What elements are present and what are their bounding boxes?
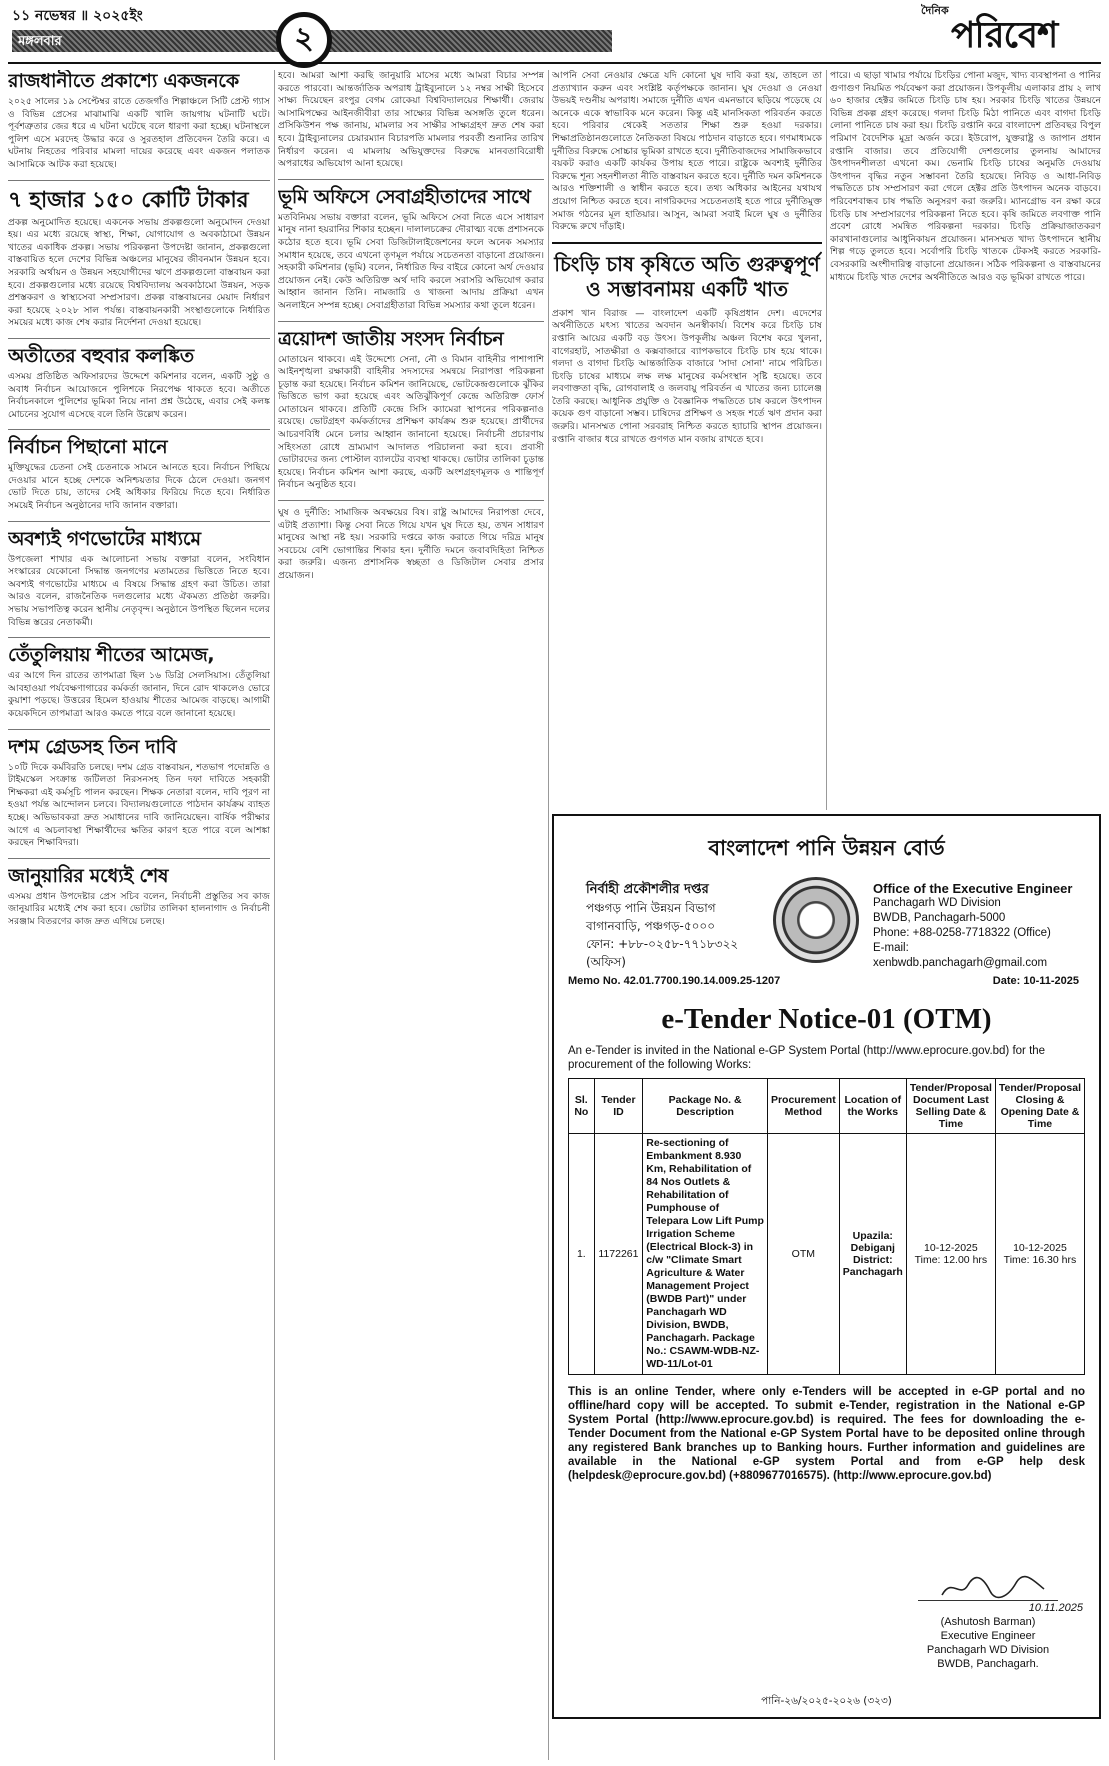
article: [8, 436, 270, 512]
bwdb-seal-logo: [773, 877, 859, 963]
article: [8, 345, 270, 421]
article: [830, 70, 1101, 284]
signature-scribble: [938, 1575, 1048, 1601]
column-2: [278, 70, 544, 1760]
package-number: Package No.: CSAWM-WDB-NZ-WD-11/Lot-01: [646, 1332, 760, 1370]
divider: [278, 500, 544, 501]
divider: [8, 429, 270, 430]
tender-footnote: This is an online Tender, where only e-Tenders will be accepted in e-GP portal and no offline/hard copy will be accepted. To submit e-Tender, registration in the National e-GP System Portal (http://www.eprocure.gov.bd) is required. The fees for downloading the e-Tender Document from the National e-GP System Portal have to be deposited online through any registered Bank branches up to Banking hours. Further information and guidelines are available in the National e-GP system Portal and from e-GP help desk (helpdesk@eprocure.gov.bd) (+8809677016575). (http://www.eprocure.gov.bd): [568, 1386, 1085, 1482]
article-body: এসময় প্রধান উপদেষ্টার প্রেস সচিব বলেন, নির্বাচনী প্রস্তুতির সব কাজ জানুয়ারির মধ্যেই শেষ করা হবে। ভোটার তালিকা হালনাগাদ ও নির্বাচনী সরঞ্জাম বিতরণের কাজ দ্রুত এগিয়ে চলছে।: [8, 890, 270, 927]
handwritten-signature: [918, 1575, 1058, 1601]
article-headline: ভূমি অফিসে সেবাগ্রহীতাদের সাথে: [278, 185, 531, 208]
article-headline: দশম গ্রেডসহ তিন দাবি: [8, 735, 177, 758]
article-body: ১০টি দিকে কর্মবিরতি চলছে। দশম গ্রেড বাস্তবায়ন, শতভাগ পদোন্নতি ও টাইমস্কেল সংক্রান্ত জটিলতা নিরসনসহ তিন দফা দাবিতে সহকারী শিক্ষকরা এই কর্মসূচি পালন করছেন। শিক্ষক নেতারা বলেন, দাবি পূরণ না হওয়া পর্যন্ত আন্দোলন চলবে। বিদ্যালয়গুলোতে পাঠদান কার্যক্রম ব্যাহত হচ্ছে। অভিভাবকরা দ্রুত সমাধানের দাবি জানিয়েছেন। বার্ষিক পরীক্ষার আগে এ অচলাবস্থা শিক্ষার্থীদের ক্ষতির কারণ হতে পারে বলে আশঙ্কা করছেন শিক্ষাবিদরা।: [8, 761, 270, 849]
memo-number: Memo No. 42.01.7700.190.14.009.25-1207: [568, 975, 781, 987]
signer-office: Panchagarh WD Division: [926, 1644, 1050, 1656]
office-bn-line: পঞ্চগড় পানি উন্নয়ন বিভাগ: [586, 901, 716, 915]
article-body: মুক্তিযুদ্ধের চেতনা সেই চেতনাকে সামনে আনতে হবে। নির্বাচন পিছিয়ে দেওয়ার মানে হচ্ছে দেশকে অনিশ্চয়তার দিকে ঠেলে দেওয়া। জনগণ ভোট দিতে চায়, তাদের সেই অধিকার ফিরিয়ে দিতে হবে। নির্ধারিত সময়েই নির্বাচন অনুষ্ঠানের দাবি জানান বক্তারা।: [8, 462, 270, 512]
article-headline: ত্রয়োদশ জাতীয় সংসদ নির্বাচন: [278, 327, 504, 350]
article-body: এর আগে দিন রাতের তাপমাত্রা ছিল ১৬ ডিগ্রি সেলসিয়াস। তেঁতুলিয়া আবহাওয়া পর্যবেক্ষণাগারের কর্মকর্তা জানান, দিনে রোদ থাকলেও ভোরে কুয়াশা পড়ছে। উত্তরের হিমেল হাওয়ায় শীতের আমেজ বাড়ছে। আগামী কয়েকদিনে তাপমাত্রা আরও কমতে পারে বলে জানানো হয়েছে।: [8, 670, 270, 719]
column-header: Procurement Method: [767, 1079, 839, 1134]
signer-title: Executive Engineer: [940, 1630, 1036, 1642]
article-body: ২০২৫ সালের ১৯ সেপ্টেম্বর রাতে তেজগাঁও শিল্পাঞ্চলে সিটি প্রেস্ট গ্যাস ও বিভিন্ন প্রেসের মাঝামাঝি একটি খালি জায়গায় ঘটনাটি ঘটে। পূর্বশত্রুতার জের ধরে এ ঘটনা ঘটেছে বলে ধারণা করা হচ্ছে। ঘটনাস্থলে পুলিশ এসে মরদেহ উদ্ধার করে ও সুরতহাল প্রতিবেদন তৈরি করে। এ ঘটনায় নিহতের পরিবার মামলা দায়ের করেছে এবং একজন পলাতক আসামিকে আটক করা হয়েছে।: [8, 96, 270, 170]
article: [8, 644, 270, 720]
office-bn-phone: ফোন: +৮৮-০২৫৮-৭৭১৮৩২২ (অফিস): [586, 937, 739, 969]
feature-article: [552, 242, 822, 447]
article-headline: অতীতের বহুবার কলঙ্কিত: [8, 344, 194, 367]
article-body: এসময় প্রতিষ্ঠিত অফিসারদের উদ্দেশে কমিশনার বলেন, একটি সুষ্ঠু ও অবাধ নির্বাচন আয়োজনে পুলিশকে নিরপেক্ষ থাকতে হবে। অতীতে নির্বাচনকালে পুলিশের ভূমিকা নিয়ে নানা প্রশ্ন উঠেছে, এবার সেই কলঙ্ক মোচনের সুযোগ এসেছে বলে তিনি উল্লেখ করেন।: [8, 370, 270, 420]
column-divider: [826, 70, 827, 810]
article: [278, 186, 544, 313]
divider: [278, 179, 544, 180]
column-3: [552, 70, 822, 810]
page-number: ২: [276, 12, 332, 68]
article-body: প্রকাশ খান বিরাজ — বাংলাদেশ একটি কৃষিপ্রধান দেশ। এদেশের অর্থনীতিতে মৎস্য খাতের অবদান অনস্বীকার্য। বিশেষ করে চিংড়ি চাষ রপ্তানি আয়ের একটি বড় উৎস। উপকূলীয় অঞ্চল বিশেষ করে খুলনা, বাগেরহাট, সাতক্ষীরা ও কক্সবাজারে ব্যাপকভাবে চিংড়ি চাষ হয়ে থাকে। গলদা ও বাগদা চিংড়ি আন্তর্জাতিক বাজারে 'সাদা সোনা' নামে পরিচিত। চিংড়ি চাষের মাধ্যমে লক্ষ লক্ষ মানুষের কর্মসংস্থান সৃষ্টি হয়েছে। তবে লবণাক্ততা বৃদ্ধি, রোগবালাই ও জলবায়ু পরিবর্তন এ খাতের জন্য চ্যালেঞ্জ তৈরি করছে। আধুনিক প্রযুক্তি ও বৈজ্ঞানিক পদ্ধতিতে চাষ করলে উৎপাদন কয়েক গুণ বাড়ানো সম্ভব। চাষিদের প্রশিক্ষণ ও সহজ শর্তে ঋণ প্রদান করা জরুরি। মানসম্মত পোনা সরবরাহ নিশ্চিত করতে হ্যাচারি স্থাপন প্রয়োজন। রপ্তানি বাজার ধরে রাখতে গুণগত মান বজায় রাখতে হবে।: [552, 307, 822, 445]
office-block: [568, 877, 1085, 975]
article-body: পারে। এ ছাড়া খামার পর্যায়ে চিংড়ির পোনা মজুদ, খাদ্য ব্যবস্থাপনা ও পানির গুণাগুণ নিয়মিত পর্যবেক্ষণ করা প্রয়োজন। উপকূলীয় এলাকার প্রায় ২ লাখ ৬০ হাজার হেক্টর জমিতে চিংড়ি চাষ হয়। সরকার চিংড়ি খাতের উন্নয়নে বিভিন্ন প্রকল্প গ্রহণ করেছে। গলদা চিংড়ি মিঠা পানিতে এবং বাগদা চিংড়ি লোনা পানিতে চাষ করা হয়। চিংড়ি রপ্তানি করে বাংলাদেশ প্রতিবছর বিপুল পরিমাণ বৈদেশিক মুদ্রা অর্জন করে। ইউরোপ, যুক্তরাষ্ট্র ও জাপান প্রধান রপ্তানি বাজার। তবে প্রতিযোগী দেশগুলোর তুলনায় আমাদের উৎপাদনশীলতা এখনো কম। ভেনামি চিংড়ি চাষের অনুমতি দেওয়ায় উৎপাদন বৃদ্ধির নতুন সম্ভাবনা তৈরি হয়েছে। নিবিড় ও আধা-নিবিড় পদ্ধতিতে চাষ সম্প্রসারণ করা গেলে হেক্টর প্রতি উৎপাদন অনেক বাড়বে। পরিবেশবান্ধব চাষ পদ্ধতি অনুসরণ করা জরুরি। ম্যানগ্রোভ বন রক্ষা করে চিংড়ি চাষ সম্প্রসারণের পরিকল্পনা নিতে হবে। কৃষি জমিতে লবণাক্ত পানি প্রবেশ রোধে সমন্বিত পরিকল্পনা দরকার। চিংড়ি প্রক্রিয়াজাতকরণ কারখানাগুলোর আধুনিকায়ন প্রয়োজন। মানসম্মত খাদ্য উৎপাদনে স্থানীয় শিল্প গড়ে তুলতে হবে। সর্বোপরি চিংড়ি খাতকে টেকসই করতে সরকারি-বেসরকারি অংশীদারিত্ব বাড়ানো প্রয়োজন। সঠিক পরিকল্পনা ও বাস্তবায়নের মাধ্যমে চিংড়ি খাত দেশের অর্থনীতিতে আরও বড় ভূমিকা রাখতে পারে।: [830, 70, 1101, 283]
column-4: [830, 70, 1101, 810]
article-headline: জানুয়ারির মধ্যেই শেষ: [8, 864, 169, 887]
masthead-sub: দৈনিক: [921, 4, 949, 17]
issue-date: ১১ নভেম্বর ॥ ২০২৫ইং: [12, 8, 143, 24]
article: [552, 70, 822, 234]
article: [8, 70, 270, 172]
package-description: Re-sectioning of Embankment 8.930 Km, Rehabilitation of 84 Nos Outlets & Rehabilitation of Pumphouse of Telepara Low Lift Pump Irrigation Scheme (Electrical Block-3) in c/w "Climate Smart Agriculture & Water Management Project (BWDB Part)" under Panchagarh WD Division, BWDB, Panchagarh.: [646, 1137, 764, 1344]
page-header: [0, 0, 1109, 66]
office-bangla: [586, 881, 756, 971]
divider: [8, 180, 270, 181]
memo-date: Date: 10-11-2025: [992, 975, 1079, 987]
article: [278, 70, 544, 171]
tender-advertisement: [552, 814, 1101, 1719]
cell-closing: 10-12-2025 Time: 16.30 hrs: [995, 1134, 1084, 1375]
article-body: উপজেলা শাখার এক আলোচনা সভায় বক্তারা বলেন, সংবিধান সংস্কারের যেকোনো সিদ্ধান্ত জনগণের মতামতের ভিত্তিতে নিতে হবে। অবশ্যই গণভোটের মাধ্যমে এ বিষয়ে সিদ্ধান্ত গ্রহণ করা উচিত। তারা আরও বলেন, রাজনৈতিক দলগুলোর মধ্যে ঐকমত্য প্রতিষ্ঠা জরুরি। সভায় সভাপতিত্ব করেন স্থানীয় নেতৃবৃন্দ। অনুষ্ঠানে উপস্থিত ছিলেন দলের বিভিন্ন স্তরের নেতাকর্মী।: [8, 553, 270, 628]
office-bn-title: নির্বাহী প্রকৌশলীর দপ্তর: [586, 882, 709, 897]
article: [278, 328, 544, 493]
divider: [8, 637, 270, 638]
table-header-row: [569, 1079, 1085, 1134]
article-body: হবে। আমরা আশা করছি জানুয়ারি মাসের মধ্যে আমরা বিচার সম্পন্ন করতে পারবো। আন্তর্জাতিক অপরাধ ট্রাইব্যুনালে ১২ নম্বর সাক্ষী হিসেবে সাক্ষ্য দিয়েছেন রংপুর বেগম রোকেয়া বিশ্ববিদ্যালয়ের শিক্ষার্থী। জেরায় আসামিপক্ষের আইনজীবীরা তার সাক্ষ্যের বিভিন্ন অসঙ্গতি তুলে ধরেন। প্রসিকিউশন পক্ষ জানায়, মামলার সব সাক্ষীর সাক্ষ্যগ্রহণ দ্রুত শেষ করা হবে। ট্রাইব্যুনালের চেয়ারম্যান বিচারপতি মামলার পরবর্তী শুনানির তারিখ নির্ধারণ করেন। এ মামলায় অভিযুক্তদের বিরুদ্ধে মানবতাবিরোধী অপরাধের অভিযোগ আনা হয়েছে।: [278, 70, 544, 170]
ad-number: পানি-২৬/২০২৫-২০২৬ (৩২৩): [761, 1695, 892, 1707]
masthead-logo: [921, 2, 1101, 54]
column-header: Package No. & Description: [643, 1079, 768, 1134]
divider: [8, 338, 270, 339]
column-header: Sl. No: [569, 1079, 595, 1134]
issue-day: মঙ্গলবার: [18, 34, 62, 49]
signer-name: (Ashutosh Barman): [940, 1616, 1036, 1628]
column-header: Location of the Works: [839, 1079, 906, 1134]
article-headline: অবশ্যই গণভোটের মাধ্যমে: [8, 527, 201, 550]
article-headline: নির্বাচন পিছানো মানে: [8, 436, 168, 459]
column-divider: [548, 70, 549, 1760]
article: [8, 865, 270, 929]
office-en-email: E-mail: xenbwdb.panchagarh@gmail.com: [873, 942, 1048, 969]
memo-row: [568, 975, 1085, 993]
cell-tender-id: 1172261: [594, 1134, 643, 1375]
cell-method: OTM: [767, 1134, 839, 1375]
article: [8, 736, 270, 850]
feature-headline: চিংড়ি চাষ কৃষিতে অতি গুরুত্বপূর্ণ ও সম্ভাবনাময় একটি খাত: [554, 251, 820, 301]
notice-title: e-Tender Notice-01 (OTM): [661, 1003, 992, 1035]
article-headline: ৭ হাজার ১৫০ কোটি টাকার: [8, 187, 249, 213]
header-rule: [8, 62, 1101, 64]
cell-last-selling: 10-12-2025 Time: 12.00 hrs: [906, 1134, 995, 1375]
divider: [278, 321, 544, 322]
article-headline: তেঁতুলিয়ায় শীতের আমেজ,: [8, 644, 215, 667]
article: [8, 187, 270, 330]
office-en-phone: Phone: +88-0258-7718322 (Office): [873, 927, 1051, 939]
column-header: Tender ID: [594, 1079, 643, 1134]
office-en-line: Panchagarh WD Division: [873, 897, 1001, 909]
article-body: আপনি সেবা নেওয়ার ক্ষেত্রে যদি কোনো ঘুষ দাবি করা হয়, তাহলে তা প্রত্যাখ্যান করুন এবং সংশ্লিষ্ট কর্তৃপক্ষকে জানান। ঘুষ দেওয়া ও নেওয়া উভয়ই দণ্ডনীয় অপরাধ। সমাজে দুর্নীতি এখন এমনভাবে ছড়িয়ে পড়েছে যে অনেকে একে স্বাভাবিক মনে করেন। কিন্তু এই মানসিকতা পরিবর্তন করতে হবে। পরিবার থেকেই সততার শিক্ষা শুরু হওয়া দরকার। শিক্ষাপ্রতিষ্ঠানগুলোতে নৈতিকতা বিষয়ে পাঠদান বাড়াতে হবে। গণমাধ্যমকে দুর্নীতির বিরুদ্ধে সোচ্চার ভূমিকা রাখতে হবে। দুর্নীতিবাজদের সামাজিকভাবে বয়কট করাও একটি কার্যকর উপায় হতে পারে। রাষ্ট্রকে অবশ্যই দুর্নীতির বিরুদ্ধে শূন্য সহনশীলতা নীতি বাস্তবায়ন করতে হবে। দুর্নীতি দমন কমিশনকে আরও শক্তিশালী ও স্বাধীন করতে হবে। তথ্য অধিকার আইনের যথাযথ প্রয়োগ নিশ্চিত করতে হবে। নাগরিকদের সচেতনতাই হতে পারে দুর্নীতিমুক্ত সমাজ গঠনের মূল হাতিয়ার। আসুন, আমরা সবাই মিলে ঘুষ ও দুর্নীতির বিরুদ্ধে রুখে দাঁড়াই।: [552, 70, 822, 233]
article-headline: রাজধানীতে প্রকাশ্যে একজনকে: [8, 70, 239, 92]
divider: [8, 858, 270, 859]
notice-intro: An e-Tender is invited in the National e-GP System Portal (http://www.eprocure.gov.bd) for the procurement of the following Works:: [568, 1045, 1046, 1071]
signature-date: 10.11.2025: [1028, 1602, 1083, 1614]
board-name: বাংলাদেশ পানি উন্নয়ন বোর্ড: [708, 836, 945, 860]
column-header: Tender/Proposal Document Last Selling Date & Time: [906, 1079, 995, 1134]
office-en-line: BWDB, Panchagarh-5000: [873, 912, 1006, 924]
office-english: [873, 881, 1085, 971]
column-1: [8, 70, 270, 1760]
tender-table: [568, 1078, 1085, 1375]
masthead-title: পরিবেশ: [951, 14, 1058, 56]
signature-block: [893, 1575, 1083, 1671]
cell-location: Upazila: Debiganj District: Panchagarh: [839, 1134, 906, 1375]
article: [278, 507, 544, 583]
article: [8, 528, 270, 630]
cell-description: [643, 1134, 768, 1375]
office-en-title: Office of the Executive Engineer: [873, 881, 1073, 896]
column-divider: [274, 70, 275, 1760]
article-body: ঘুষ ও দুর্নীতি: সামাজিক অবক্ষয়ের বিষ। রাষ্ট্র আমাদের নিরাপত্তা দেবে, এটাই প্রত্যাশা। কিন্তু সেবা নিতে গিয়ে যখন ঘুষ দিতে হয়, তখন সাধারণ মানুষের আস্থা নষ্ট হয়। সরকারি দপ্তরে কাজ করাতে গিয়ে দরিদ্র মানুষ সবচেয়ে বেশি ভোগান্তির শিকার হন। দুর্নীতি দমনে জবাবদিহিতা নিশ্চিত করা জরুরি। এজন্য প্রশাসনিক স্বচ্ছতা ও ডিজিটাল সেবার প্রসার প্রয়োজন।: [278, 507, 544, 581]
article-body: মতবিনিময় সভায় বক্তারা বলেন, ভূমি অফিসে সেবা নিতে এসে সাধারণ মানুষ নানা হয়রানির শিকার হচ্ছেন। দালালচক্রের দৌরাত্ম্য বন্ধে প্রশাসনকে কঠোর হতে হবে। ভূমি সেবা ডিজিটালাইজেশনের ফলে অনেক সমস্যার সমাধান হয়েছে, তবে এখনো তৃণমূল পর্যায়ে সচেতনতা বাড়ানো প্রয়োজন। সহকারী কমিশনার (ভূমি) বলেন, নির্ধারিত ফির বাইরে কোনো অর্থ দেওয়ার প্রয়োজন নেই। কেউ অতিরিক্ত অর্থ দাবি করলে সরাসরি অভিযোগ করার আহ্বান জানান তিনি। নামজারি ও খাজনা আদায় প্রক্রিয়া এখন অনলাইনে সম্পন্ন হচ্ছে। সেবাগ্রহীতারা বিভিন্ন সমস্যার কথা তুলে ধরেন।: [278, 211, 544, 311]
cell-sl: 1.: [569, 1134, 595, 1375]
article-body: মোতায়েন থাকবে। এই উদ্দেশ্যে সেনা, নৌ ও বিমান বাহিনীর পাশাপাশি আইনশৃঙ্খলা রক্ষাকারী বাহিনীর সদস্যদের সমন্বয়ে নিরাপত্তা পরিকল্পনা চূড়ান্ত করা হয়েছে। নির্বাচন কমিশন জানিয়েছে, ভোটকেন্দ্রগুলোকে ঝুঁকির ভিত্তিতে ভাগ করা হয়েছে এবং অতিঝুঁকিপূর্ণ কেন্দ্রে অতিরিক্ত ফোর্স মোতায়েন থাকবে। প্রতিটি কেন্দ্রে সিসি ক্যামেরা স্থাপনের পরিকল্পনাও রয়েছে। ভোটগ্রহণ কর্মকর্তাদের প্রশিক্ষণ কার্যক্রম শুরু হয়েছে। প্রার্থীদের আচরণবিধি মেনে চলার আহ্বান জানানো হয়েছে। নির্বাচনী প্রচারণায় সহিংসতা রোধে ভ্রাম্যমাণ আদালত পরিচালনা করা হবে। প্রবাসী ভোটারদের জন্য পোস্টাল ব্যালটের ব্যবস্থা থাকছে। ভোটার তালিকা চূড়ান্ত হয়েছে। নির্বাচন কমিশন আশা করছে, একটি অংশগ্রহণমূলক ও শান্তিপূর্ণ নির্বাচন অনুষ্ঠিত হবে।: [278, 353, 544, 491]
office-bn-line: বাগানবাড়ি, পঞ্চগড়-৫০০০: [586, 919, 716, 933]
article-body: প্রকল্প অনুমোদিত হয়েছে। একনেক সভায় প্রকল্পগুলো অনুমোদন দেওয়া হয়। এর মধ্যে রয়েছে স্বাস্থ্য, শিক্ষা, যোগাযোগ ও অবকাঠামো উন্নয়ন খাতের একাধিক প্রকল্প। সভায় পরিকল্পনা উপদেষ্টা জানান, প্রকল্পগুলো বাস্তবায়িত হলে দেশের বিভিন্ন অঞ্চলের মানুষের জীবনমান উন্নয়ন হবে। সরকারি অর্থায়ন ও উন্নয়ন সহযোগীদের ঋণে প্রকল্পগুলো বাস্তবায়ন করা হবে। প্রকল্পগুলোর মধ্যে রয়েছে বিশ্ববিদ্যালয় অবকাঠামো উন্নয়ন, সড়ক প্রশস্তকরণ ও স্বাস্থ্যসেবা সম্প্রসারণ। প্রকল্প বাস্তবায়নের মেয়াদ নির্ধারণ করা হয়েছে ২০২৮ সাল পর্যন্ত। বাস্তবায়নকারী সংস্থাগুলোকে নির্ধারিত সময়ের মধ্যে কাজ শেষ করার নির্দেশনা দেওয়া হয়েছে।: [8, 216, 270, 329]
column-header: Tender/Proposal Closing & Opening Date & Time: [995, 1079, 1084, 1134]
divider: [8, 521, 270, 522]
signer-org: BWDB, Panchagarh.: [937, 1658, 1039, 1670]
table-row: [569, 1134, 1085, 1375]
divider: [8, 729, 270, 730]
